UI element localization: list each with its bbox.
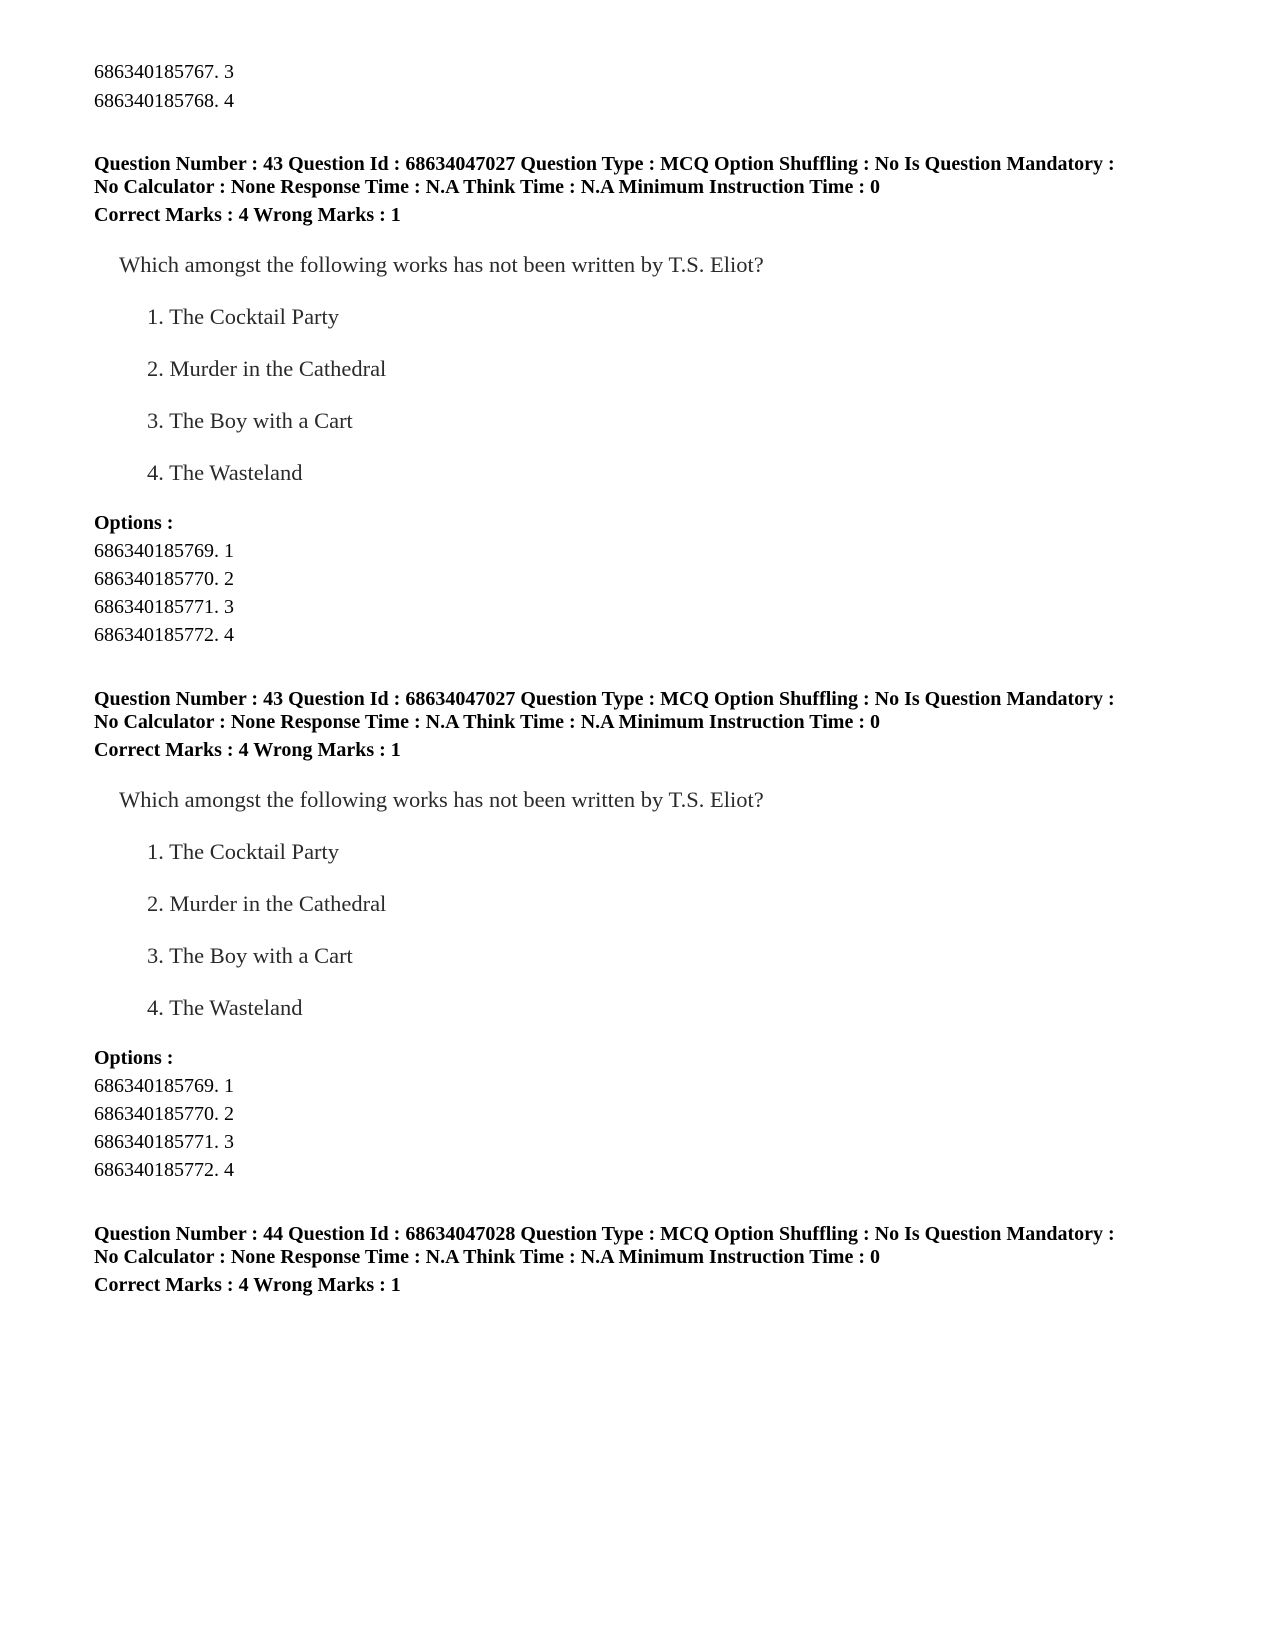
- option-line: 686340185771. 3: [94, 596, 234, 618]
- option-line: 686340185770. 2: [94, 568, 234, 590]
- question-choice: 4. The Wasteland: [147, 995, 303, 1020]
- question-choice: 4. The Wasteland: [147, 460, 303, 485]
- question-image: [94, 250, 1194, 490]
- option-line: 686340185769. 1: [94, 1075, 234, 1097]
- question-choice: 3. The Boy with a Cart: [147, 408, 353, 433]
- question-marks: Correct Marks : 4 Wrong Marks : 1: [94, 1274, 401, 1296]
- question-stem: Which amongst the following works has not been written by T.S. Eliot?: [119, 787, 764, 812]
- options-label: Options :: [94, 1047, 174, 1069]
- option-line: 686340185769. 1: [94, 540, 234, 562]
- question-header-line2: No Calculator : None Response Time : N.A Think Time : N.A Minimum Instruction Time : 0: [94, 711, 880, 733]
- question-choice: 2. Murder in the Cathedral: [147, 356, 387, 381]
- question-choice: 1. The Cocktail Party: [147, 304, 340, 329]
- question-header-line1: Question Number : 43 Question Id : 68634047027 Question Type : MCQ Option Shuffling : No Is Question Mandatory :: [94, 688, 1115, 710]
- option-line: 686340185772. 4: [94, 1159, 234, 1181]
- question-header-line1: Question Number : 44 Question Id : 68634047028 Question Type : MCQ Option Shuffling : No Is Question Mandatory :: [94, 1223, 1115, 1245]
- question-header-line2: No Calculator : None Response Time : N.A Think Time : N.A Minimum Instruction Time : 0: [94, 1246, 880, 1268]
- question-marks: Correct Marks : 4 Wrong Marks : 1: [94, 739, 401, 761]
- question-choice: 2. Murder in the Cathedral: [147, 891, 387, 916]
- question-stem: Which amongst the following works has not been written by T.S. Eliot?: [119, 252, 764, 277]
- question-header-line2: No Calculator : None Response Time : N.A Think Time : N.A Minimum Instruction Time : 0: [94, 176, 880, 198]
- option-line: 686340185767. 3: [94, 61, 234, 83]
- question-header-line1: Question Number : 43 Question Id : 68634047027 Question Type : MCQ Option Shuffling : No Is Question Mandatory :: [94, 153, 1115, 175]
- options-label: Options :: [94, 512, 174, 534]
- option-line: 686340185772. 4: [94, 624, 234, 646]
- question-marks: Correct Marks : 4 Wrong Marks : 1: [94, 204, 401, 226]
- option-line: 686340185768. 4: [94, 90, 234, 112]
- question-choice: 3. The Boy with a Cart: [147, 943, 353, 968]
- option-line: 686340185770. 2: [94, 1103, 234, 1125]
- option-line: 686340185771. 3: [94, 1131, 234, 1153]
- question-choice: 1. The Cocktail Party: [147, 839, 340, 864]
- question-image: [94, 785, 1194, 1025]
